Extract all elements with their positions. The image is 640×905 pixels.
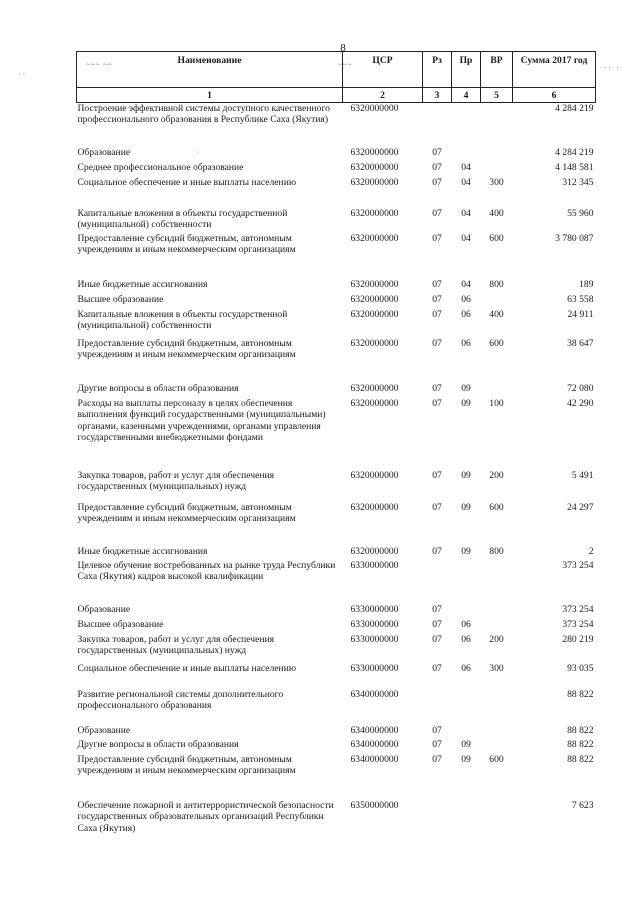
row-rz: 07 [432, 279, 442, 290]
table-row [77, 103, 596, 148]
row-rz: 07 [432, 309, 442, 320]
row-name: Построение эффективной системы доступного качественного профессионального образования в Республике Саха (Якутия) [77, 103, 330, 126]
row-vr: 200 [489, 634, 504, 645]
table-row [77, 619, 596, 634]
row-csr: 6330000000 [350, 560, 399, 571]
row-vr [481, 103, 513, 148]
table-row [77, 725, 596, 739]
row-vr: 100 [489, 398, 504, 409]
row-vr [481, 383, 513, 398]
row-name: Другие вопросы в области образования [77, 739, 239, 750]
row-vr: 300 [489, 663, 504, 674]
row-vr: 400 [489, 208, 504, 219]
row-name: Другие вопросы в области образования [77, 383, 239, 394]
row-pr: 06 [461, 634, 471, 645]
column-number: 6 [513, 88, 596, 103]
row-sum: 93 035 [567, 663, 594, 674]
row-vr [481, 294, 513, 309]
row-vr [481, 800, 513, 844]
row-sum: 189 [579, 279, 594, 290]
row-name: Предоставление субсидий бюджетным, автономным учреждениям и иным некоммерческим организациям [77, 754, 296, 777]
row-name: Обеспечение пожарной и антитеррористической безопасности государственных образовательных организаций Республики Саха (Якутия) [77, 800, 334, 834]
row-pr: 04 [461, 177, 471, 188]
row-name: Высшее образование [77, 619, 164, 630]
header-csr: ЦСР [343, 52, 423, 88]
row-vr [481, 725, 513, 739]
row-vr [481, 147, 513, 162]
row-sum: 88 822 [567, 739, 594, 750]
row-csr: 6320000000 [350, 502, 399, 513]
row-vr [481, 619, 513, 634]
row-pr: 06 [461, 619, 471, 630]
row-sum: 373 254 [562, 619, 594, 630]
row-name: Образование [77, 147, 131, 158]
row-csr: 6320000000 [350, 470, 399, 481]
row-sum: 373 254 [562, 560, 594, 571]
row-csr: 6320000000 [350, 279, 399, 290]
table-body [77, 103, 596, 845]
row-csr: 6320000000 [350, 309, 399, 320]
row-pr: 09 [461, 470, 471, 481]
row-pr [452, 689, 481, 725]
row-rz [423, 560, 452, 604]
row-csr: 6320000000 [350, 147, 399, 158]
row-pr: 04 [461, 162, 471, 173]
row-pr: 06 [461, 294, 471, 305]
scan-mark: · [196, 148, 199, 157]
page-number: 8 [340, 42, 346, 54]
row-rz: 07 [432, 502, 442, 513]
row-csr: 6320000000 [350, 546, 399, 557]
row-sum: 24 911 [567, 309, 594, 320]
row-pr: 09 [461, 754, 471, 765]
row-csr: 6320000000 [350, 103, 399, 114]
row-name: Социальное обеспечение и иные выплаты населению [77, 663, 296, 674]
row-pr: 09 [461, 398, 471, 409]
row-sum: 88 822 [567, 725, 594, 736]
row-pr: 09 [461, 546, 471, 557]
row-sum: 7 623 [571, 800, 594, 811]
row-rz: 07 [432, 634, 442, 645]
row-name: Образование [77, 725, 131, 736]
budget-table [76, 51, 596, 844]
row-csr: 6340000000 [350, 739, 399, 750]
row-vr: 600 [489, 754, 504, 765]
row-csr: 6320000000 [350, 338, 399, 349]
row-sum: 4 284 219 [555, 147, 594, 158]
table-row [77, 147, 596, 162]
row-name: Предоставление субсидий бюджетным, автономным учреждениям и иным некоммерческим организациям [77, 502, 296, 525]
row-vr [481, 162, 513, 177]
row-pr: 06 [461, 663, 471, 674]
row-name: Расходы на выплаты персоналу в целях обеспечения выполнения функций государственными (муниципальными) органами, казенными учреждениями, органами управления государственными внебюджетными фондами [77, 398, 326, 444]
row-sum: 88 822 [567, 754, 594, 765]
row-sum: 88 822 [567, 689, 594, 700]
row-name: Предоставление субсидий бюджетным, автономным учреждениям и иным некоммерческим организациям [77, 338, 296, 361]
table-row [77, 470, 596, 502]
header-sum: Сумма 2017 год [513, 52, 596, 88]
row-vr: 600 [489, 502, 504, 513]
row-rz: 07 [432, 663, 442, 674]
row-rz: 07 [432, 147, 442, 158]
column-number: 1 [77, 88, 343, 103]
table-row [77, 689, 596, 725]
row-name: Среднее профессиональное образование [77, 162, 244, 173]
row-sum: 2 [588, 546, 594, 557]
scan-mark: ·· · [604, 64, 621, 72]
table-row [77, 604, 596, 619]
row-csr: 6340000000 [350, 754, 399, 765]
column-number: 2 [343, 88, 423, 103]
row-csr: 6350000000 [350, 800, 399, 811]
table-row [77, 294, 596, 309]
row-name: Образование [77, 604, 131, 615]
row-name: Высшее образование [77, 294, 164, 305]
row-vr [481, 604, 513, 619]
row-rz: 07 [432, 604, 442, 615]
row-sum: 38 647 [567, 338, 594, 349]
row-name: Капитальные вложения в объекты государственной (муниципальной) собственности [77, 309, 288, 332]
row-sum: 4 284 219 [555, 103, 594, 114]
row-rz: 07 [432, 398, 442, 409]
row-pr [452, 103, 481, 148]
scan-mark: · · [18, 70, 26, 79]
header-pr: Пр [452, 52, 481, 88]
row-rz: 07 [432, 162, 442, 173]
row-vr [481, 739, 513, 754]
header-vr: ВР [481, 52, 513, 88]
row-pr: 04 [461, 233, 471, 244]
row-sum: 42 290 [567, 398, 594, 409]
table-row [77, 279, 596, 294]
row-pr: 06 [461, 309, 471, 320]
table-row [77, 754, 596, 800]
row-rz: 07 [432, 725, 442, 736]
row-sum: 4 148 581 [555, 162, 594, 173]
row-name: Иные бюджетные ассигнования [77, 279, 208, 290]
column-number: 4 [452, 88, 481, 103]
table-row [77, 177, 596, 208]
row-csr: 6320000000 [350, 177, 399, 188]
table-row [77, 398, 596, 470]
row-sum: 312 345 [562, 177, 594, 188]
table-row [77, 800, 596, 844]
table-row [77, 502, 596, 546]
row-vr: 800 [489, 279, 504, 290]
row-csr: 6320000000 [350, 398, 399, 409]
row-pr: 06 [461, 338, 471, 349]
row-vr: 400 [489, 309, 504, 320]
row-csr: 6340000000 [350, 689, 399, 700]
row-pr: 04 [461, 208, 471, 219]
row-sum: 24 297 [567, 502, 594, 513]
header-name: Наименование [77, 52, 343, 88]
row-rz: 07 [432, 546, 442, 557]
table-row [77, 560, 596, 604]
row-vr: 600 [489, 233, 504, 244]
row-csr: 6320000000 [350, 294, 399, 305]
row-csr: 6330000000 [350, 604, 399, 615]
row-pr: 09 [461, 383, 471, 394]
scan-mark: ~~~ [338, 61, 353, 69]
row-rz: 07 [432, 208, 442, 219]
row-pr: 04 [461, 279, 471, 290]
row-rz: 07 [432, 739, 442, 750]
row-sum: 373 254 [562, 604, 594, 615]
row-rz: 07 [432, 233, 442, 244]
row-rz: 07 [432, 470, 442, 481]
row-name: Развитие региональной системы дополнительного профессионального образования [77, 689, 284, 712]
row-rz [423, 103, 452, 148]
row-rz: 07 [432, 294, 442, 305]
row-rz: 07 [432, 177, 442, 188]
row-pr: 09 [461, 739, 471, 750]
table-row [77, 634, 596, 663]
row-name: Иные бюджетные ассигнования [77, 546, 208, 557]
table-row [77, 739, 596, 754]
table-row [77, 663, 596, 689]
row-pr [452, 725, 481, 739]
row-name: Предоставление субсидий бюджетным, автономным учреждениям и иным некоммерческим организациям [77, 233, 296, 256]
row-name: Целевое обучение востребованных на рынке труда Республики Саха (Якутия) кадров высокой квалификации [77, 560, 336, 583]
row-sum: 72 080 [567, 383, 594, 394]
row-pr [452, 560, 481, 604]
row-vr [481, 560, 513, 604]
row-sum: 63 558 [567, 294, 594, 305]
row-csr: 6330000000 [350, 634, 399, 645]
table-row [77, 383, 596, 398]
table-row [77, 309, 596, 338]
row-vr: 200 [489, 470, 504, 481]
row-rz [423, 689, 452, 725]
row-csr: 6340000000 [350, 725, 399, 736]
row-csr: 6330000000 [350, 619, 399, 630]
table-header-row [77, 52, 596, 88]
row-name: Закупка товаров, работ и услуг для обеспечения государственных (муниципальных) нужд [77, 470, 275, 493]
column-number: 5 [481, 88, 513, 103]
table-row [77, 162, 596, 177]
row-rz: 07 [432, 754, 442, 765]
row-sum: 280 219 [562, 634, 594, 645]
row-rz [423, 800, 452, 844]
row-csr: 6320000000 [350, 233, 399, 244]
row-csr: 6320000000 [350, 383, 399, 394]
row-rz: 07 [432, 338, 442, 349]
row-csr: 6330000000 [350, 663, 399, 674]
scan-mark: ~~~ ~~ [86, 61, 113, 69]
row-pr: 09 [461, 502, 471, 513]
table-row [77, 338, 596, 383]
row-pr [452, 800, 481, 844]
row-vr: 300 [489, 177, 504, 188]
row-pr [452, 147, 481, 162]
row-vr: 600 [489, 338, 504, 349]
row-sum: 55 960 [567, 208, 594, 219]
row-rz: 07 [432, 383, 442, 394]
row-sum: 5 491 [571, 470, 594, 481]
row-name: Капитальные вложения в объекты государственной (муниципальной) собственности [77, 208, 288, 231]
row-rz: 07 [432, 619, 442, 630]
row-csr: 6320000000 [350, 208, 399, 219]
header-rz: Рз [423, 52, 452, 88]
row-vr [481, 689, 513, 725]
column-number-row [77, 88, 596, 103]
row-name: Закупка товаров, работ и услуг для обеспечения государственных (муниципальных) нужд [77, 634, 275, 657]
table-row [77, 208, 596, 233]
table-row [77, 233, 596, 279]
row-sum: 3 780 087 [555, 233, 594, 244]
row-csr: 6320000000 [350, 162, 399, 173]
row-name: Социальное обеспечение и иные выплаты населению [77, 177, 296, 188]
row-pr [452, 604, 481, 619]
table-row [77, 546, 596, 560]
column-number: 3 [423, 88, 452, 103]
row-vr: 800 [489, 546, 504, 557]
